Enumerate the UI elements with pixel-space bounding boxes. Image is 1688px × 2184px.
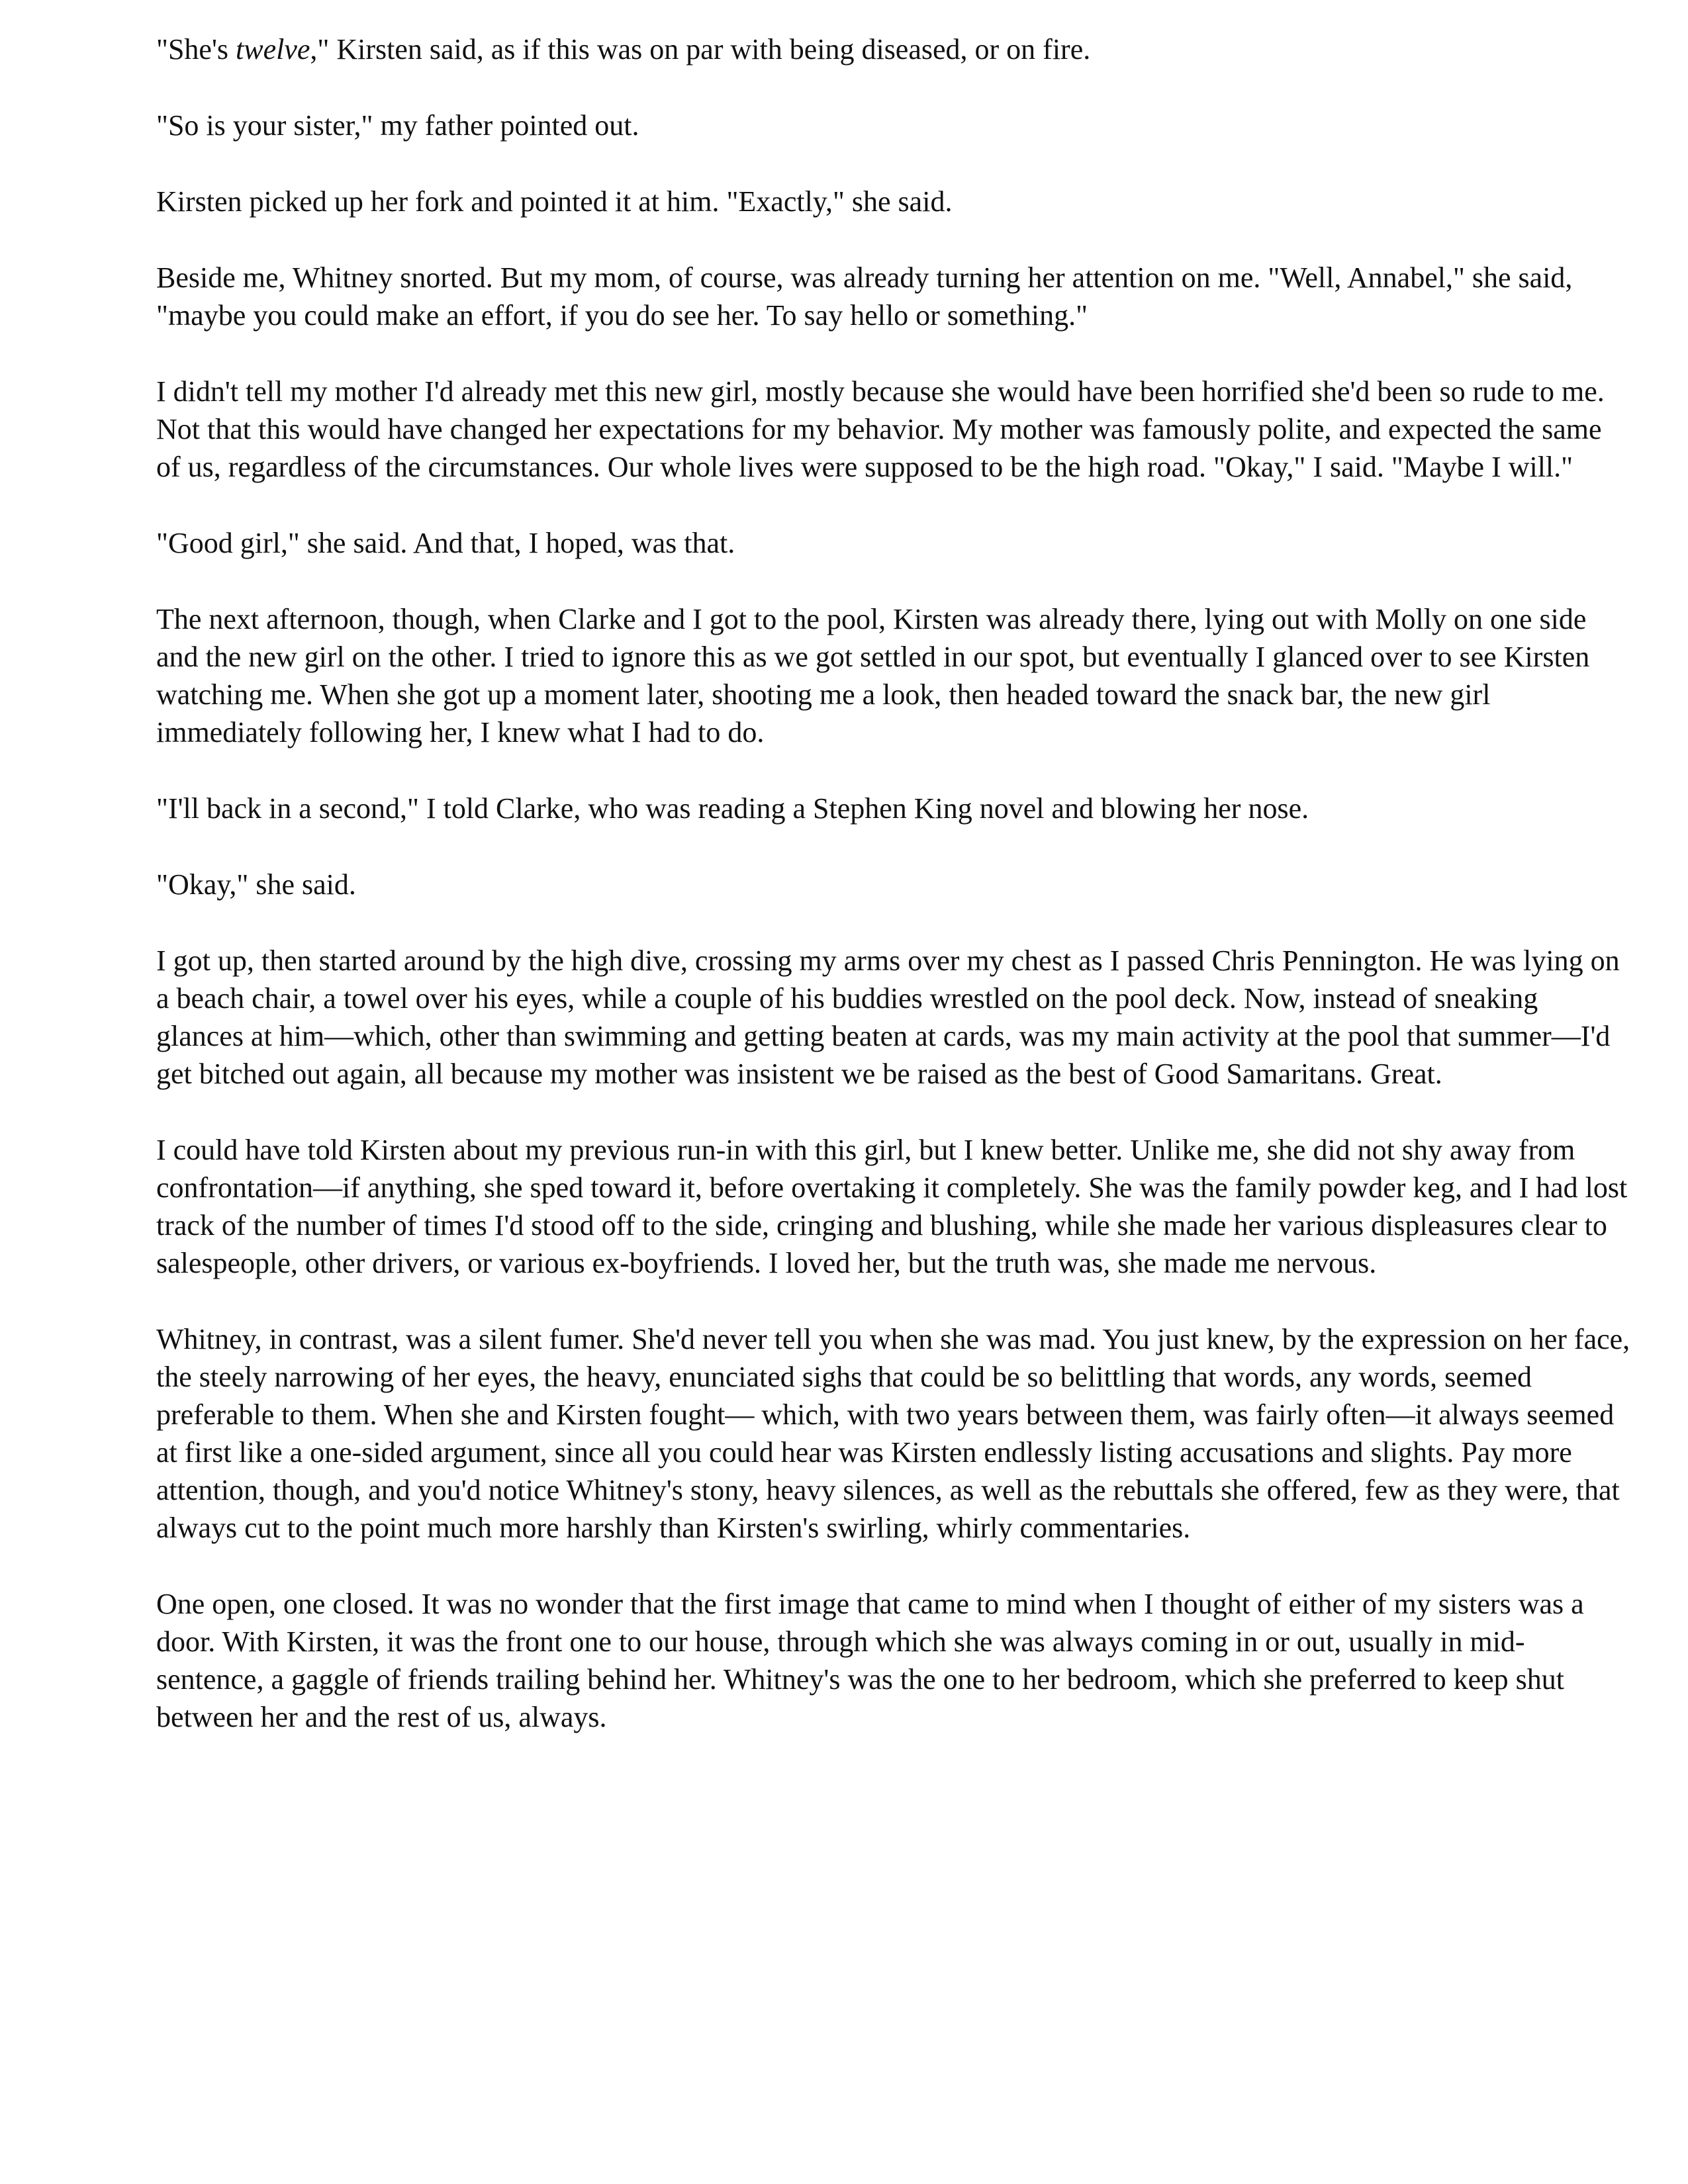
paragraph-11: I could have told Kirsten about my previous run-in with this girl, but I knew better. Unlike me, she did not shy away from confrontation—if anything, she sped toward it, before overtaking it completely. She was the family powder keg, and I had lost track of the number of times I'd stood off to the side, cringing and blushing, while she made her various displeasures clear to salespeople, other drivers, or various ex-boyfriends. I loved her, but the truth was, she made me nervous.	[156, 1134, 1628, 1279]
paragraph-8: "I'll back in a second," I told Clarke, who was reading a Stephen King novel and blowing her nose.	[156, 792, 1309, 825]
paragraph-9: "Okay," she said.	[156, 868, 356, 901]
paragraph-6: "Good girl," she said. And that, I hoped, was that.	[156, 527, 735, 559]
paragraph-12: Whitney, in contrast, was a silent fumer. She'd never tell you when she was mad. You just knew, by the expression on her face, the steely narrowing of her eyes, the heavy, enunciated sighs that could be so belittling that words, any words, seemed preferable to them. When she and Kirsten fought— which, with two years between them, was fairly often—it always seemed at first like a one-sided argument, since all you could hear was Kirsten endlessly listing accusations and slights. Pay more attention, though, and you'd notice Whitney's stony, heavy silences, as well as the rebuttals she offered, few as they were, that always cut to the point much more harshly than Kirsten's swirling, whirly commentaries.	[156, 1323, 1630, 1544]
paragraph-2: "So is your sister," my father pointed out.	[156, 109, 639, 142]
text-run: ," Kirsten said, as if this was on par with being diseased, or on fire.	[310, 33, 1091, 66]
paragraph-1	[156, 30, 1632, 68]
paragraph-10: I got up, then started around by the high dive, crossing my arms over my chest as I passed Chris Pennington. He was lying on a beach chair, a towel over his eyes, while a couple of his buddies wrestled on the pool deck. Now, instead of sneaking glances at him—which, other than swimming and getting beaten at cards, was my main activity at the pool that summer—I'd get bitched out again, all because my mother was insistent we be raised as the best of Good Samaritans. Great.	[156, 944, 1620, 1090]
italic-text-run: twelve	[236, 33, 310, 66]
paragraph-13: One open, one closed. It was no wonder that the first image that came to mind when I thought of either of my sisters was a door. With Kirsten, it was the front one to our house, through which she was always coming in or out, usually in mid-sentence, a gaggle of friends trailing behind her. Whitney's was the one to her bedroom, which she preferred to keep shut between her and the rest of us, always.	[156, 1588, 1584, 1733]
document-page	[156, 30, 1632, 1736]
paragraph-7: The next afternoon, though, when Clarke and I got to the pool, Kirsten was already there, lying out with Molly on one side and the new girl on the other. I tried to ignore this as we got settled in our spot, but eventually I glanced over to see Kirsten watching me. When she got up a moment later, shooting me a look, then headed toward the snack bar, the new girl immediately following her, I knew what I had to do.	[156, 603, 1590, 749]
paragraph-3: Kirsten picked up her fork and pointed it at him. "Exactly," she said.	[156, 185, 953, 218]
paragraph-5: I didn't tell my mother I'd already met this new girl, mostly because she would have been horrified she'd been so rude to me. Not that this would have changed her expectations for my behavior. My mother was famously polite, and expected the same of us, regardless of the circumstances. Our whole lives were supposed to be the high road. "Okay," I said. "Maybe I will."	[156, 375, 1605, 483]
text-run: "She's	[156, 33, 236, 66]
paragraph-4: Beside me, Whitney snorted. But my mom, of course, was already turning her attention on me. "Well, Annabel," she said, "maybe you could make an effort, if you do see her. To say hello or something."	[156, 261, 1573, 332]
